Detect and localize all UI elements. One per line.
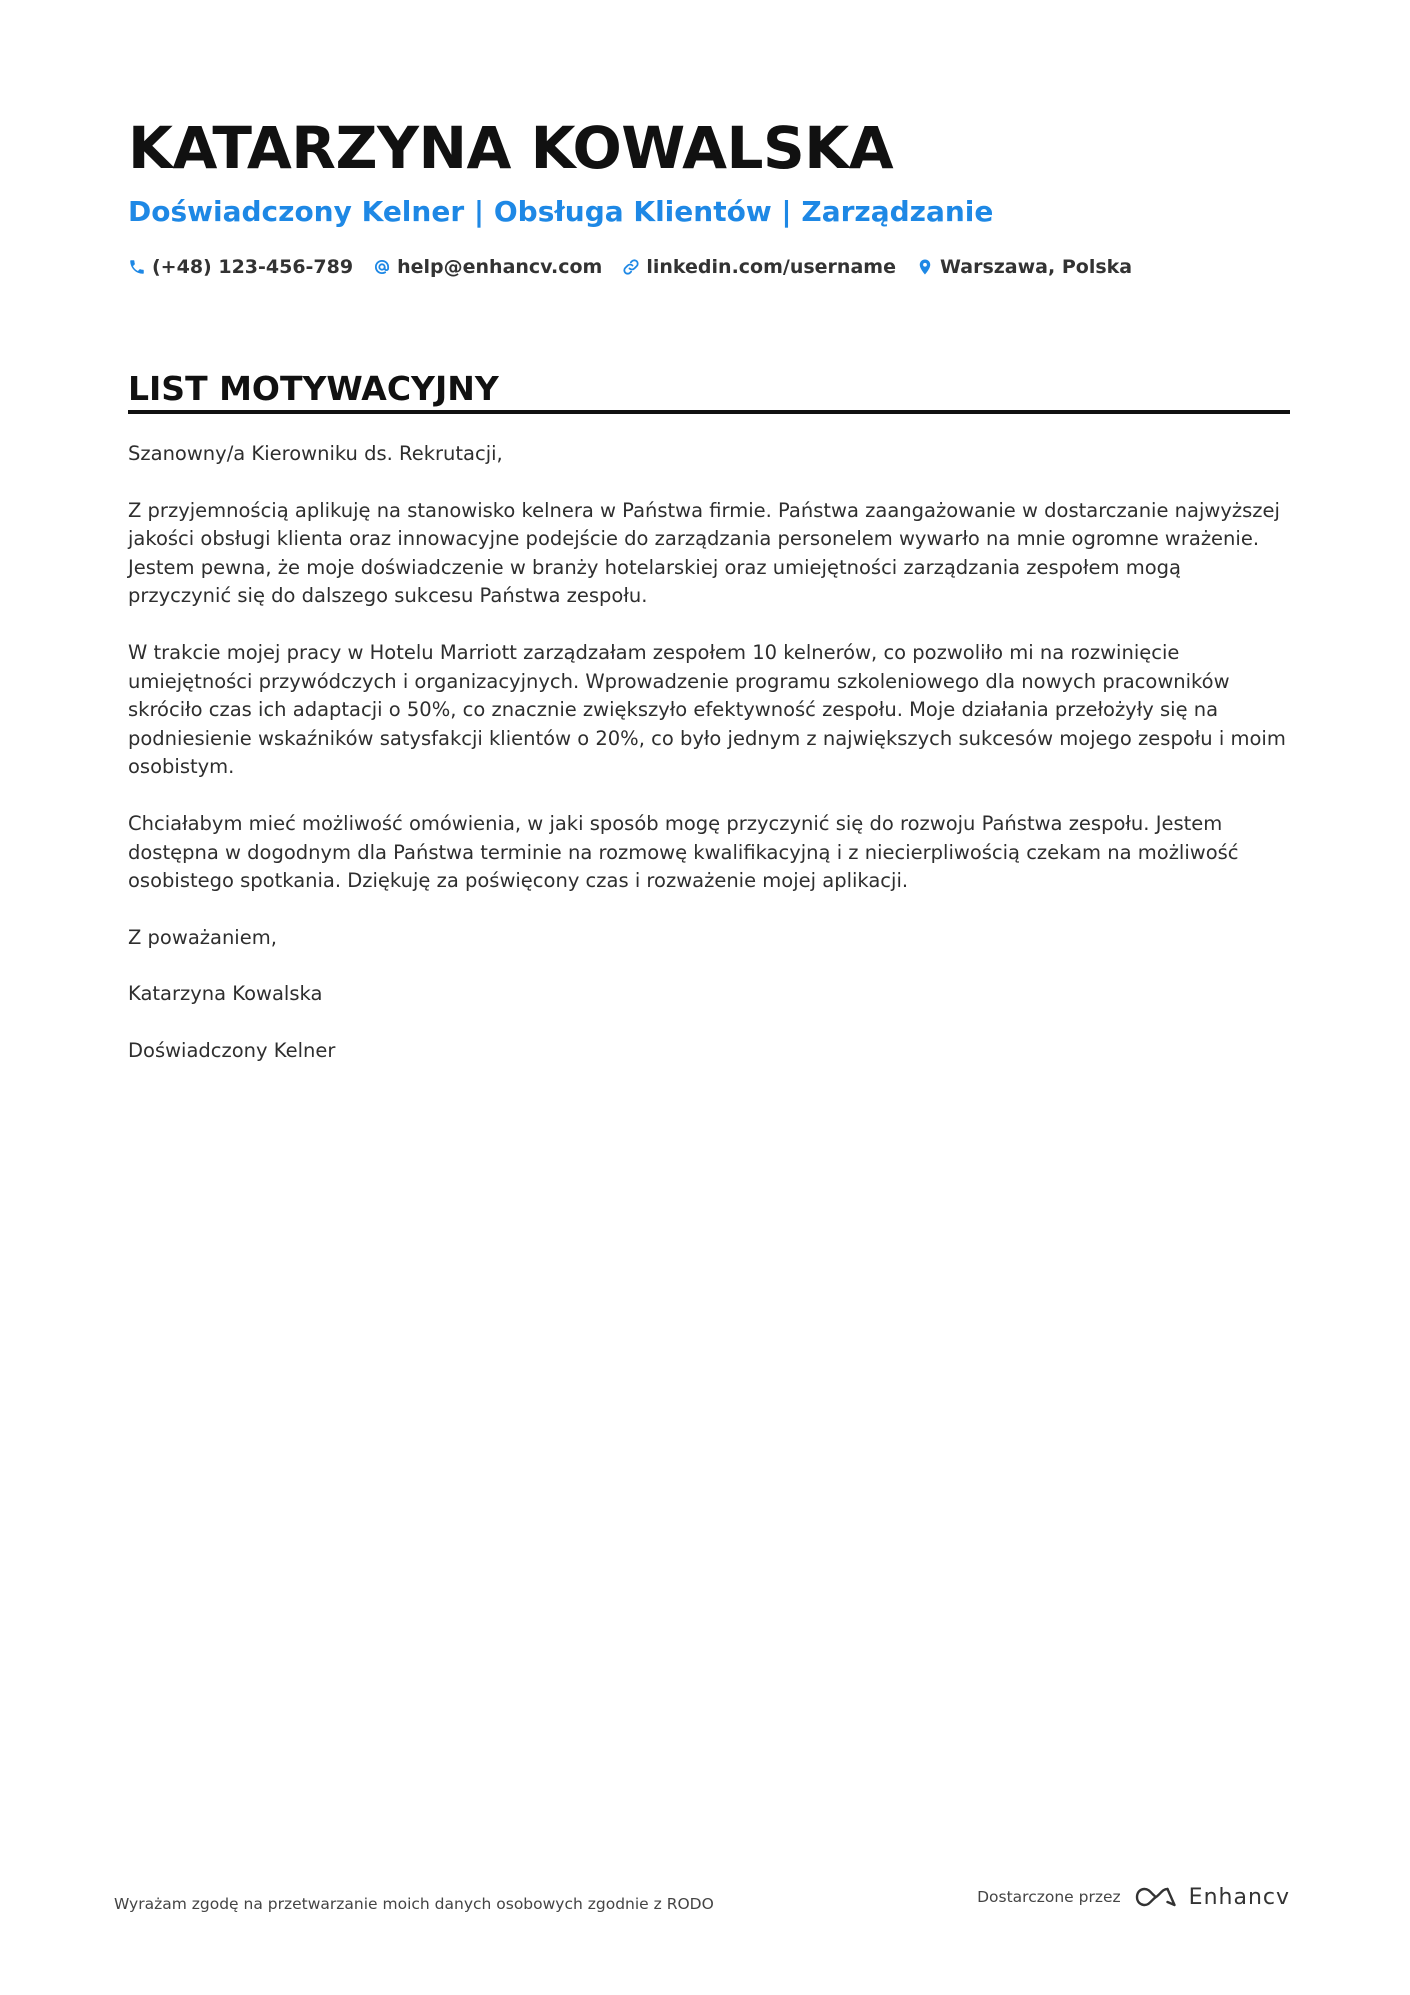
email-text: help@enhancv.com [397,256,603,278]
link-icon [622,258,640,276]
location-pin-icon [916,258,934,276]
phone-icon [128,258,146,276]
letter-paragraph-1: Z przyjemnością aplikuję na stanowisko kelnera w Państwa firmie. Państwa zaangażowanie w dostarczanie najwyższej jakości obsługi klienta oraz innowacyjne podejście do zarządzania personelem wywarło na mnie ogromne wrażenie. Jestem pewna, że moje doświadczenie w branży hotelarskiej oraz umiejętności zarządzania zespołem mogą przyczynić się do dalszego sukcesu Państwa zespołu. [128,498,1280,608]
signature-title: Doświadczony Kelner [128,1038,336,1062]
contact-linkedin[interactable] [622,252,896,282]
section-divider [128,410,1290,414]
contact-phone [128,252,353,282]
contact-location [916,252,1132,282]
candidate-name: KATARZYNA KOWALSKA [128,114,894,182]
provided-by-label: Dostarczone przez [977,1888,1121,1906]
letter-body [128,440,1290,1094]
brand-name: Enhancv [1188,1884,1290,1910]
enhancv-logo-icon [1133,1884,1179,1910]
signature-name: Katarzyna Kowalska [128,982,323,1006]
candidate-headline: Doświadczony Kelner | Obsługa Klientów | Zarządzanie [128,195,994,228]
gdpr-consent-text: Wyrażam zgodę na przetwarzanie moich danych osobowych zgodnie z RODO [114,1895,714,1913]
at-icon [373,258,391,276]
letter-paragraph-2: W trakcie mojej pracy w Hotelu Marriott zarządzałam zespołem 10 kelnerów, co pozwoliło mi na rozwinięcie umiejętności przywódczych i organizacyjnych. Wprowadzenie programu szkoleniowego dla nowych pracowników skróciło czas ich adaptacji o 50%, co znacznie zwiększyło efektywność zespołu. Moje działania przełożyły się na podniesienie wskaźników satysfakcji klientów o 20%, co było jednym z największych sukcesów mojego zespołu i moim osobistym. [128,640,1286,779]
contact-email[interactable] [373,252,602,282]
section-title: LIST MOTYWACYJNY [128,369,499,408]
location-text: Warszawa, Polska [939,256,1133,278]
letter-paragraph-3: Chciałabym mieć możliwość omówienia, w jaki sposób mogę przyczynić się do rozwoju Państwa zespołu. Jestem dostępna w dogodnym dla Państwa terminie na rozmowę kwalifikacyjną i z niecierpliwością czekam na możliwość osobistego spotkania. Dziękuję za poświęcony czas i rozważenie mojej aplikacji. [128,811,1239,893]
letter-closing: Z poważaniem, [128,925,277,949]
phone-text: (+48) 123-456-789 [152,256,354,278]
letter-greeting: Szanowny/a Kierowniku ds. Rekrutacji, [128,442,503,465]
contact-bar [128,252,1152,282]
footer-brand[interactable] [977,1884,1290,1910]
linkedin-text: linkedin.com/username [646,256,896,278]
